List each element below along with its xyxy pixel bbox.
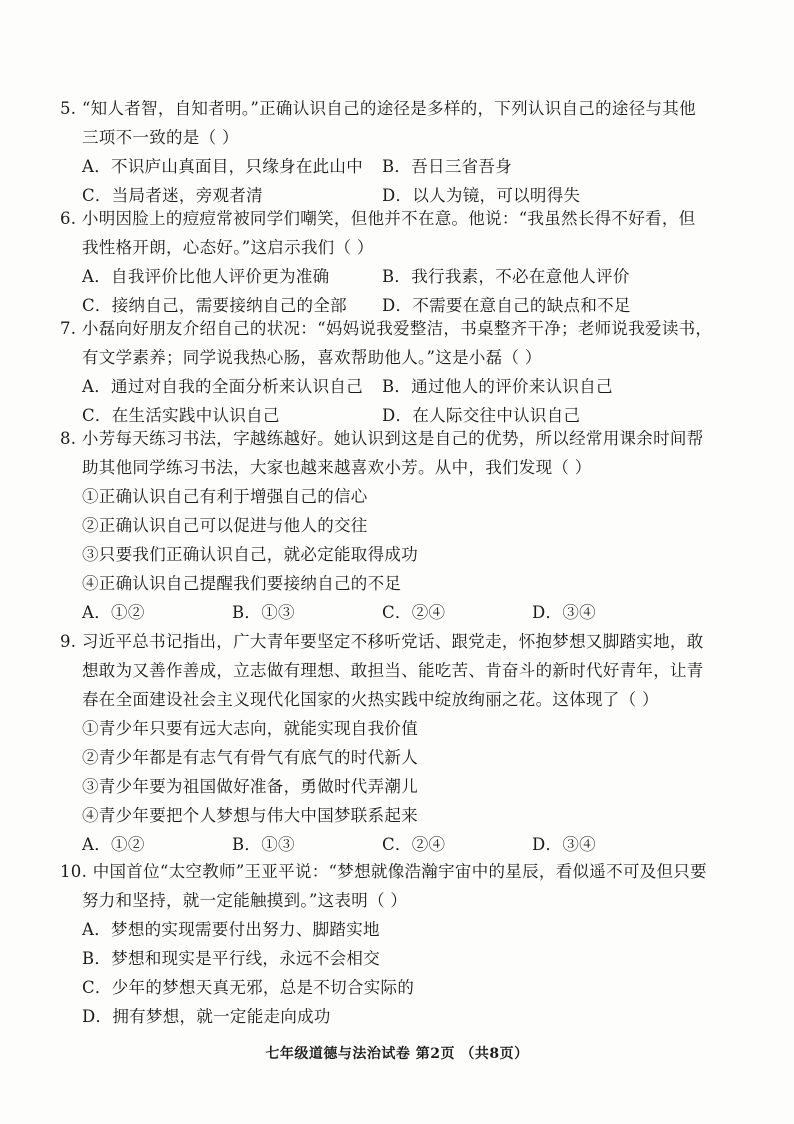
- option-d[interactable]: D．拥有梦想，就一定能走向成功: [82, 1007, 331, 1026]
- question-stem-line: 努力和坚持，就一定能触摸到。”这表明（ ）: [82, 891, 408, 910]
- options: [60, 372, 750, 430]
- option-d[interactable]: D．③④: [532, 603, 596, 622]
- question-stem-line: 春在全面建设社会主义现代化国家的火热实践中绽放绚丽之花。这体现了（ ）: [82, 690, 659, 709]
- question-stem-line: 我性格开朗，心态好。”这启示我们（ ）: [82, 238, 374, 257]
- option-c[interactable]: C．②④: [382, 603, 446, 622]
- question-stem-line: 助其他同学练习书法，大家也越来越喜欢小芳。从中，我们发现（ ）: [82, 458, 592, 477]
- statement-3: ③只要我们正确认识自己，就必定能取得成功: [82, 545, 418, 564]
- statement-2: ②正确认识自己可以促进与他人的交往: [82, 516, 368, 535]
- statement-4: ④正确认识自己提醒我们要接纳自己的不足: [82, 574, 402, 593]
- question-number: 9.: [60, 632, 77, 651]
- option-a[interactable]: A．自我评价比他人评价更为准确: [82, 267, 330, 286]
- question-stem-line: 小明因脸上的痘痘常被同学们嘲笑，但他并不在意。他说：“我虽然长得不好看，但: [81, 209, 696, 228]
- question-number: 10.: [60, 862, 88, 881]
- option-a[interactable]: A．梦想的实现需要付出努力、脚踏实地: [82, 920, 380, 939]
- question-stem-line: 有文学素养；同学说我热心肠，喜欢帮助他人。”这是小磊（ ）: [82, 348, 542, 367]
- question-stem-line: 三项不一致的是（ ）: [82, 128, 239, 147]
- question-stem-line: 习近平总书记指出，广大青年要坚定不移听党话、跟党走，怀抱梦想又脚踏实地，敢: [81, 632, 704, 651]
- option-c[interactable]: C．当局者迷，旁观者清: [82, 186, 263, 205]
- question-6: [60, 204, 750, 320]
- option-c[interactable]: C．少年的梦想天真无邪，总是不切合实际的: [82, 978, 415, 997]
- question-stem-line: 想敢为又善作善成，立志做有理想、敢担当、能吃苦、肯奋斗的新时代好青年，让青: [82, 661, 704, 680]
- option-d[interactable]: D．③④: [532, 835, 596, 854]
- option-b[interactable]: B．通过他人的评价来认识自己: [382, 377, 613, 396]
- question-10: [60, 857, 750, 1031]
- option-b[interactable]: B．梦想和现实是平行线，永远不会相交: [82, 949, 381, 968]
- option-a[interactable]: A．①②: [82, 835, 145, 854]
- question-stem-line: “知人者智，自知者明。”正确认识自己的途径是多样的，下列认识自己的途径与其他: [81, 99, 696, 118]
- question-8: [60, 424, 750, 627]
- question-number: 5.: [60, 99, 77, 118]
- question-9: [60, 627, 750, 859]
- question-5: [60, 94, 750, 210]
- option-b[interactable]: B．吾日三省吾身: [382, 157, 513, 176]
- question-7: [60, 314, 750, 430]
- option-b[interactable]: B．①③: [232, 835, 295, 854]
- question-number: 7.: [60, 319, 77, 338]
- question-number: 8.: [60, 429, 77, 448]
- option-c[interactable]: C．②④: [382, 835, 446, 854]
- option-c[interactable]: C．接纳自己，需要接纳自己的全部: [82, 296, 347, 315]
- statement-3: ③青少年要为祖国做好准备，勇做时代弄潮儿: [82, 777, 418, 796]
- options: [60, 152, 750, 210]
- question-stem-line: 小磊向好朋友介绍自己的状况：“妈妈说我爱整洁，书桌整齐干净；老师说我爱读书，: [81, 319, 713, 338]
- option-a[interactable]: A．不识庐山真面目，只缘身在此山中: [82, 157, 364, 176]
- option-b[interactable]: B．我行我素，不必在意他人评价: [382, 267, 630, 286]
- question-stem-line: 中国首位“太空教师”王亚平说：“梦想就像浩瀚宇宙中的星辰，看似遥不可及但只要: [92, 862, 707, 881]
- statement-1: ①正确认识自己有利于增强自己的信心: [82, 487, 368, 506]
- option-d[interactable]: D．在人际交往中认识自己: [382, 406, 581, 425]
- options: [60, 598, 750, 627]
- options: [60, 262, 750, 320]
- statement-1: ①青少年只要有远大志向，就能实现自我价值: [82, 719, 418, 738]
- options: [60, 830, 750, 859]
- statement-2: ②青少年都是有志气有骨气有底气的时代新人: [82, 748, 418, 767]
- page-footer: 七年级道德与法治试卷 第2页 （共8页）: [265, 1046, 529, 1062]
- option-d[interactable]: D．不需要在意自己的缺点和不足: [382, 296, 631, 315]
- option-d[interactable]: D．以人为镜，可以明得失: [382, 186, 581, 205]
- option-c[interactable]: C．在生活实践中认识自己: [82, 406, 280, 425]
- option-a[interactable]: A．通过对自我的全面分析来认识自己: [82, 377, 364, 396]
- option-a[interactable]: A．①②: [82, 603, 145, 622]
- question-number: 6.: [60, 209, 77, 228]
- statement-4: ④青少年要把个人梦想与伟大中国梦联系起来: [82, 806, 418, 825]
- question-stem-line: 小芳每天练习书法，字越练越好。她认识到这是自己的优势，所以经常用课余时间帮: [81, 429, 704, 448]
- option-b[interactable]: B．①③: [232, 603, 295, 622]
